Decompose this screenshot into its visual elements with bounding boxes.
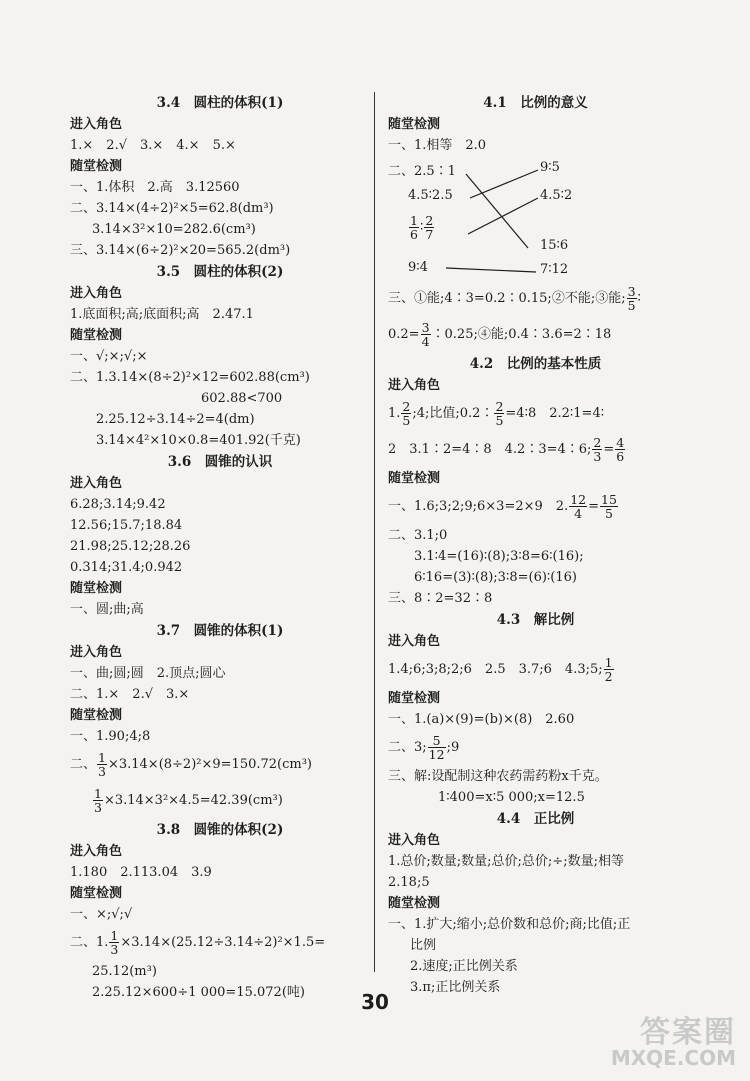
answer-line: 二、3.1;0 — [388, 528, 448, 543]
answer-line: 2.速度;正比例关系 — [410, 959, 518, 974]
answer-line: $\frac{1}{3}$ ×3.14×3²×4.5=42.39(cm³) — [94, 786, 283, 815]
right-column — [388, 92, 683, 998]
match-left-2: 4.5∶2.5 — [408, 188, 453, 203]
match-right-1: 9∶5 — [540, 160, 560, 175]
section-title-3-6: 3.6 圆锥的认识 — [167, 454, 273, 470]
answer-line: 二、 $\frac{1}{3}$ ×3.14×(8÷2)²×9=150.72(cm³) — [70, 750, 312, 779]
answer-line: 1. $\frac{2}{5}$ ;4;比值;0.2∶ $\frac{2}{5}$ =4∶8 2.2∶1=4∶ — [388, 399, 605, 428]
fraction: $\frac{1}{3}$ — [110, 928, 119, 957]
match-line — [466, 174, 528, 248]
answer-line: 2.25.12÷3.14÷2=4(dm) — [96, 412, 255, 427]
subheading-warmup: 进入角色 — [70, 117, 123, 132]
fraction: $\frac{15}{5}$ — [601, 492, 617, 521]
match-right-3: 15∶6 — [540, 238, 569, 253]
match-left-4: 9∶4 — [408, 260, 428, 275]
answer-line: 0.2= $\frac{3}{4}$ ∶0.25;④能;0.4∶3.6=2∶18 — [388, 320, 612, 349]
answer-line: 1.180 2.113.04 3.9 — [70, 865, 212, 880]
subheading-warmup: 进入角色 — [70, 286, 123, 301]
fraction: $\frac{2}{5}$ — [495, 399, 504, 428]
answer-line: 一、1.(a)×(9)=(b)×(8) 2.60 — [388, 712, 575, 727]
answer-line: 1.4;6;3;8;2;6 2.5 3.7;6 4.3;5; $\frac{1}{2}$ — [388, 655, 613, 684]
match-line — [446, 268, 536, 272]
subheading-check: 随堂检测 — [388, 896, 441, 911]
fraction: $\frac{2}{5}$ — [402, 399, 411, 428]
answer-line: 2.18;5 — [388, 875, 430, 890]
answer-line: 二、1. $\frac{1}{3}$ ×3.14×(25.12÷3.14÷2)²×1.5= — [70, 928, 326, 957]
answer-line: 三、解:设配制这种农药需药粉x千克。 — [388, 769, 608, 784]
subheading-warmup: 进入角色 — [70, 645, 123, 660]
subheading-warmup: 进入角色 — [388, 634, 441, 649]
answer-line: 1.× 2.√ 3.× 4.× 5.× — [70, 138, 236, 153]
answer-line: 1∶400=x∶5 000;x=12.5 — [438, 790, 585, 805]
answer-line: 一、1.相等 2.0 — [388, 138, 487, 153]
subheading-check: 随堂检测 — [70, 581, 123, 596]
answer-line: 一、圆;曲;高 — [70, 602, 144, 617]
subheading-warmup: 进入角色 — [70, 476, 123, 491]
answer-line: 二、3.14×(4÷2)²×5=62.8(dm³) — [70, 201, 274, 216]
subheading-warmup: 进入角色 — [388, 833, 441, 848]
watermark-logo: 答案圈 MXQE.COM — [610, 1014, 736, 1070]
answer-line: 二、1.× 2.√ 3.× — [70, 687, 190, 702]
fraction: $\frac{1}{3}$ — [98, 750, 106, 779]
match-right-4: 7∶12 — [540, 262, 569, 277]
answer-line: 12.56;15.7;18.84 — [70, 518, 183, 533]
section-title-4-2: 4.2 比例的基本性质 — [469, 356, 602, 372]
subheading-warmup: 进入角色 — [70, 844, 123, 859]
answer-line: 三、3.14×(6÷2)²×20=565.2(dm³) — [70, 243, 291, 258]
match-right-2: 4.5∶2 — [540, 188, 573, 203]
match-line — [470, 170, 538, 198]
answer-line: 2 3.1∶2=4∶8 4.2∶3=4∶6; $\frac{2}{3}$ = $\frac{4}{6}$ — [388, 435, 625, 464]
match-line — [468, 198, 538, 234]
fraction: $\frac{4}{6}$ — [616, 435, 625, 464]
fraction: $\frac{1}{2}$ — [604, 655, 613, 684]
section-title-4-1: 4.1 比例的意义 — [483, 95, 588, 111]
fraction: $\frac{1}{3}$ — [94, 786, 102, 815]
subheading-warmup: 进入角色 — [388, 378, 441, 393]
answer-line: 一、1.6;3;2;9;6×3=2×9 2. $\frac{12}{4}$ = $\frac{15}{5}$ — [388, 492, 617, 521]
answer-line: 三、8∶2=32∶8 — [388, 591, 493, 606]
answer-line: 一、曲;圆;圆 2.顶点;圆心 — [70, 666, 226, 681]
answer-line: 二、3; $\frac{5}{12}$ ;9 — [388, 733, 460, 762]
answer-line: 602.88<700 — [201, 391, 283, 406]
matching-exercise — [388, 156, 683, 281]
answer-line: 一、√;×;√;× — [70, 349, 148, 364]
answer-line: 3.1∶4=(16)∶(8);3∶8=6∶(16); — [414, 549, 584, 564]
section-title-3-4: 3.4 圆柱的体积(1) — [156, 95, 284, 111]
answer-line: 25.12(m³) — [92, 964, 157, 979]
match-left-3: $\frac{1}{6}$ ∶ $\frac{2}{7}$ — [410, 213, 434, 242]
section-title-4-3: 4.3 解比例 — [496, 612, 575, 628]
subheading-check: 随堂检测 — [388, 117, 441, 132]
answer-line: 2.25.12×600÷1 000=15.072(吨) — [92, 985, 305, 1000]
answer-line: 一、1.90;4;8 — [70, 729, 151, 744]
answer-line: 3.π;正比例关系 — [410, 980, 501, 995]
fraction: $\frac{2}{3}$ — [593, 435, 602, 464]
subheading-check: 随堂检测 — [388, 471, 441, 486]
answer-line: 1.底面积;高;底面积;高 2.47.1 — [70, 307, 254, 322]
fraction: $\frac{12}{4}$ — [570, 492, 587, 521]
subheading-check: 随堂检测 — [70, 886, 123, 901]
fraction: $\frac{3}{4}$ — [421, 320, 430, 349]
left-column — [70, 92, 370, 1003]
column-divider — [374, 92, 375, 972]
answer-line: 比例 — [410, 938, 437, 953]
fraction: $\frac{3}{5}$ — [627, 284, 636, 313]
subheading-check: 随堂检测 — [70, 708, 123, 723]
section-title-3-5: 3.5 圆柱的体积(2) — [156, 264, 284, 280]
answer-line: 一、1.体积 2.高 3.12560 — [70, 180, 240, 195]
subheading-check: 随堂检测 — [70, 159, 123, 174]
fraction: $\frac{5}{12}$ — [428, 733, 445, 762]
fraction: $\frac{2}{7}$ — [425, 213, 434, 242]
page-number: 30 — [361, 990, 389, 1014]
answer-line: 0.314;31.4;0.942 — [70, 560, 183, 575]
answer-line: 1.总价;数量;数量;总价;总价;÷;数量;相等 — [388, 854, 624, 869]
answer-line: 21.98;25.12;28.26 — [70, 539, 191, 554]
answer-line: 三、①能;4∶3=0.2∶0.15;②不能;③能; $\frac{3}{5}$ ∶ — [388, 284, 641, 313]
subheading-check: 随堂检测 — [70, 328, 123, 343]
subheading-check: 随堂检测 — [388, 691, 441, 706]
match-left-1: 二、2.5∶1 — [388, 164, 456, 179]
section-title-4-4: 4.4 正比例 — [496, 811, 575, 827]
fraction: $\frac{1}{6}$ — [410, 213, 418, 242]
answer-line: 6∶16=(3)∶(8);3∶8=(6)∶(16) — [414, 570, 577, 585]
answer-line: 3.14×4²×10×0.8=401.92(千克) — [96, 433, 301, 448]
answer-line: 一、1.扩大;缩小;总价数和总价;商;比值;正 — [388, 917, 631, 932]
section-title-3-7: 3.7 圆锥的体积(1) — [156, 623, 284, 639]
section-title-3-8: 3.8 圆锥的体积(2) — [156, 822, 284, 838]
answer-line: 3.14×3²×10=282.6(cm³) — [92, 222, 256, 237]
answer-line: 二、1.3.14×(8÷2)²×12=602.88(cm³) — [70, 370, 310, 385]
answer-line: 6.28;3.14;9.42 — [70, 497, 166, 512]
answer-line: 一、×;√;√ — [70, 907, 133, 922]
